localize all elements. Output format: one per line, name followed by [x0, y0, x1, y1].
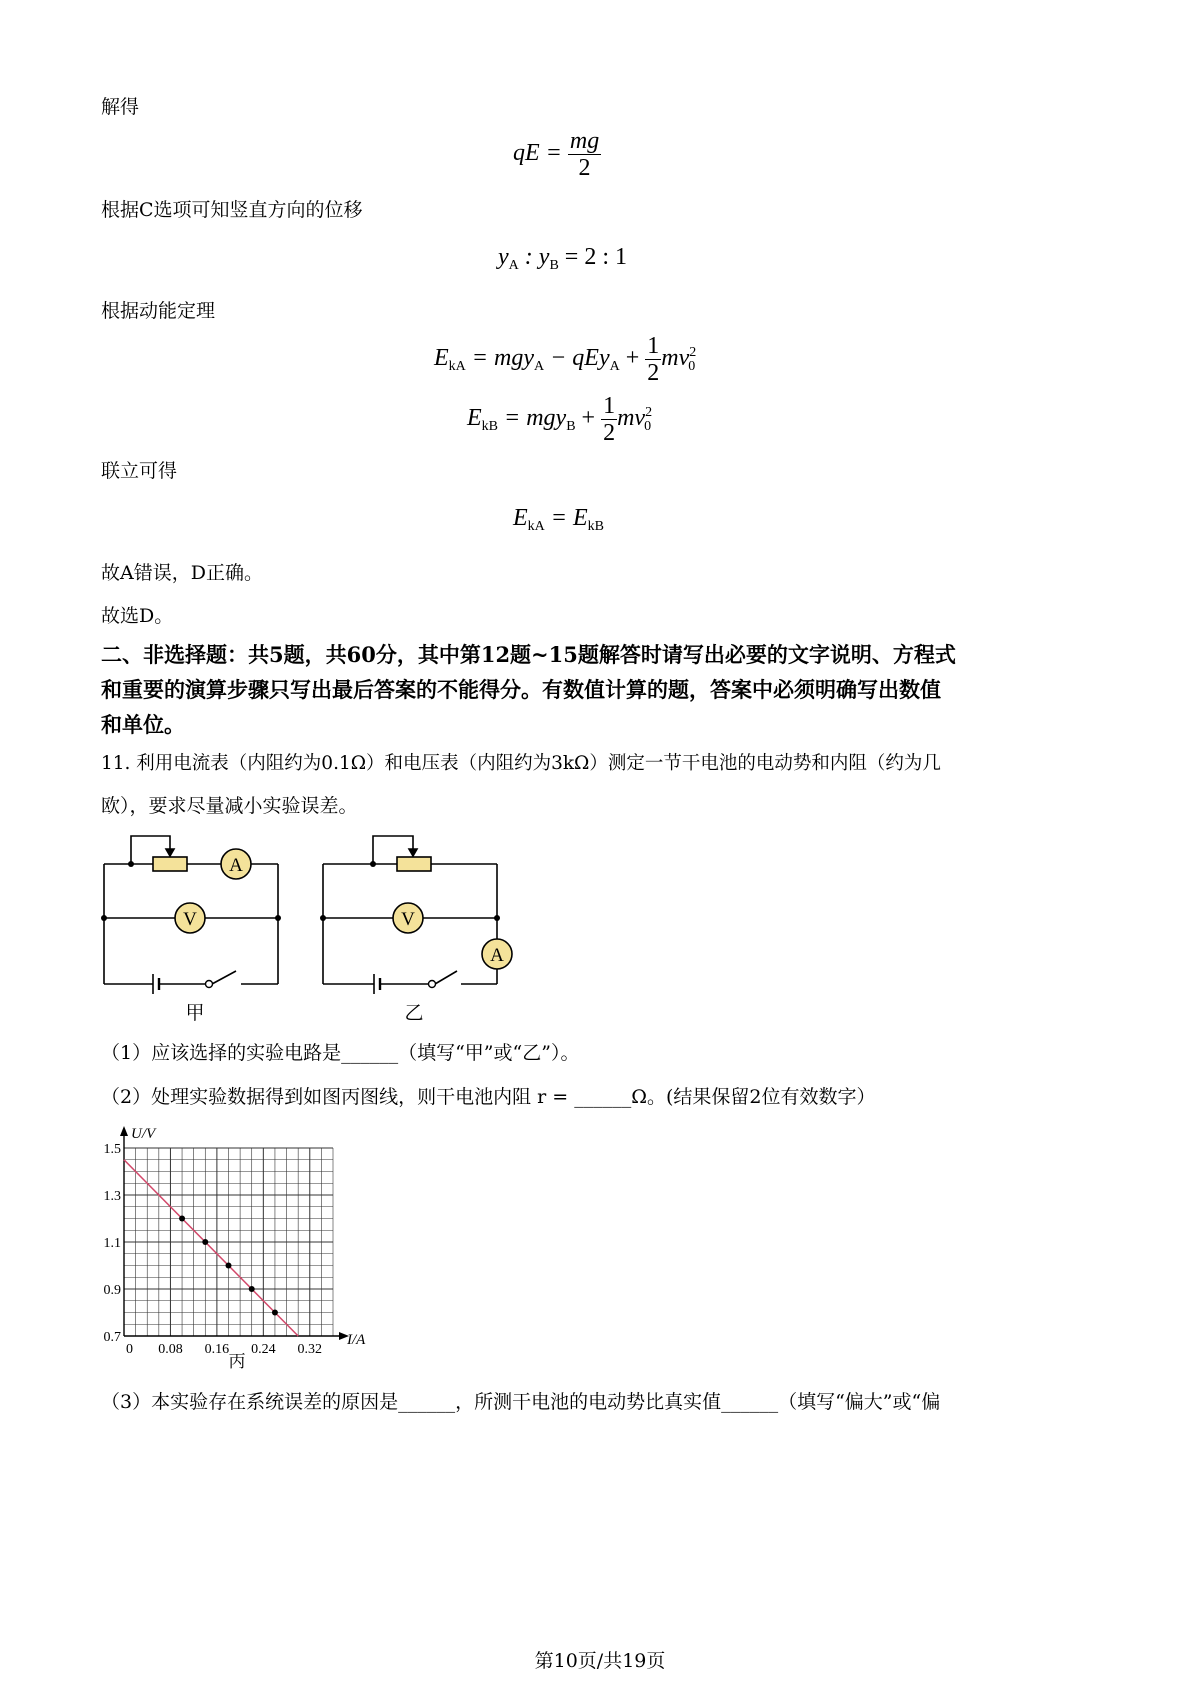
voltmeter-yi-label: V: [401, 909, 415, 930]
data-point: [202, 1239, 208, 1245]
x-tick-label: 0.32: [297, 1342, 323, 1357]
fit-line: [124, 1160, 298, 1336]
junction-dot: [275, 915, 281, 921]
x-tick-label: 0.16: [204, 1342, 230, 1357]
equation-eka-ekb: $E_{kA} = E_{kB}$: [513, 505, 604, 534]
x-tick-label: 0.24: [251, 1342, 276, 1357]
equation-eka: $E_{kA} = mgy_A - qEy_A$ + $\frac{1}{2}$ $mv^2_0$: [434, 333, 697, 386]
kinetic-theorem-line: 根据动能定理: [101, 300, 216, 322]
y-axis-label: U/V: [131, 1126, 156, 1142]
switch-contact: [429, 981, 436, 988]
answer-line: 故选D。: [101, 605, 174, 627]
equation-qe: qE = $\frac{mg}{2}$: [513, 128, 600, 181]
combine-label: 联立可得: [101, 460, 178, 482]
equation-ratio: $y_A$ : $y_B = 2$ : 1: [498, 244, 627, 273]
section-heading-line1: 二、非选择题：共5题，共60分，其中第12题~15题解答时请写出必要的文字说明、方程式: [101, 642, 956, 667]
equation-ekb: $E_{kB} = mgy_B$ + $\frac{1}{2}$ $mv^2_0$: [467, 393, 653, 446]
ui-chart: [95, 1122, 395, 1382]
switch-contact: [206, 981, 213, 988]
junction-dot: [320, 915, 326, 921]
data-point: [249, 1286, 255, 1292]
ammeter-jia-label: A: [229, 855, 243, 876]
chart-caption: 丙: [228, 1352, 246, 1371]
y-tick-label: 1.5: [103, 1142, 121, 1157]
y-tick-label: 1.1: [103, 1236, 121, 1251]
circuit-yi-caption: 乙: [404, 1003, 424, 1024]
junction-dot: [370, 861, 376, 867]
y-tick-label: 0.7: [103, 1330, 121, 1345]
junction-dot: [101, 915, 107, 921]
question-11-part1: （1）应该选择的实验电路是______（填写“甲”或“乙”）。: [101, 1042, 580, 1064]
section-heading-line3: 和单位。: [101, 712, 185, 737]
data-point: [179, 1216, 185, 1222]
page-footer: 第10页/共19页: [534, 1650, 666, 1672]
junction-dot: [128, 861, 134, 867]
circuit-diagrams: [95, 828, 535, 1028]
data-point: [272, 1310, 278, 1316]
question-11-part3: （3）本实验存在系统误差的原因是______，所测干电池的电动势比真实值______（填写“偏大”或“偏: [101, 1391, 941, 1413]
y-tick-label: 1.3: [103, 1189, 121, 1204]
question-11-line1: 11. 利用电流表（内阻约为0.1Ω）和电压表（内阻约为3kΩ）测定一节干电池的电动势和内阻（约为几: [101, 753, 941, 774]
y-tick-label: 0.9: [103, 1283, 121, 1298]
y-axis-arrow: [120, 1126, 128, 1136]
voltmeter-jia-label: V: [183, 909, 197, 930]
question-11-line2: 欧），要求尽量减小实验误差。: [101, 795, 358, 817]
circuit-jia-caption: 甲: [185, 1003, 205, 1024]
ammeter-yi-label: A: [490, 945, 504, 966]
x-axis-label: I/A: [347, 1332, 366, 1348]
data-point: [226, 1263, 232, 1269]
section-heading-line2: 和重要的演算步骤只写出最后答案的不能得分。有数值计算的题，答案中必须明确写出数值: [101, 677, 941, 702]
conclusion-line: 故A错误，D正确。: [101, 562, 263, 584]
vertical-displacement-line: 根据C选项可知竖直方向的位移: [101, 199, 363, 221]
solve-label: 解得: [101, 96, 140, 118]
x-tick-label: 0: [126, 1342, 133, 1357]
question-11-part2: （2）处理实验数据得到如图丙图线，则干电池内阻 r = ______Ω。(结果保留2位有效数字）: [101, 1086, 876, 1108]
x-tick-label: 0.08: [158, 1342, 183, 1357]
junction-dot: [494, 915, 500, 921]
